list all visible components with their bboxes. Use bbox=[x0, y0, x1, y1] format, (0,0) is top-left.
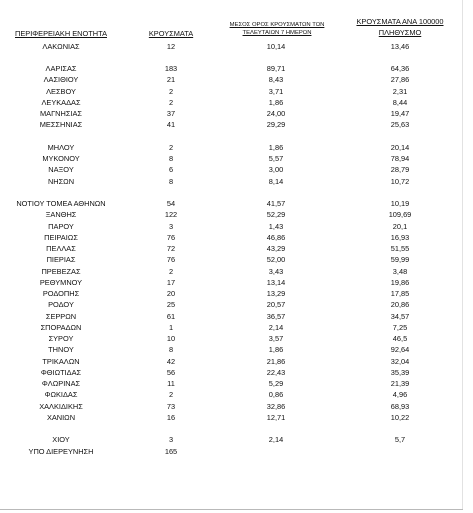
row-group bbox=[0, 142, 473, 187]
regional-unit-cell: ΝΑΞΟΥ bbox=[48, 165, 74, 175]
header-7day-average bbox=[217, 21, 337, 37]
header-regional-unit-label: ΠΕΡΙΦΕΡΕΙΑΚΗ ΕΝΟΤΗΤΑ bbox=[15, 29, 107, 38]
table-row bbox=[0, 209, 473, 220]
cases-cell: 8 bbox=[168, 176, 174, 186]
per-100k-cell: 59,99 bbox=[390, 255, 410, 265]
regional-unit-cell: ΣΠΟΡΑΔΩΝ bbox=[40, 322, 82, 332]
cases-cell: 2 bbox=[168, 97, 174, 107]
cases-cell: 41 bbox=[166, 120, 176, 130]
avg-7day-cell: 29,29 bbox=[266, 120, 286, 130]
regional-unit-cell: ΠΕΙΡΑΙΩΣ bbox=[44, 232, 78, 242]
row-group bbox=[0, 198, 473, 423]
table-row bbox=[0, 311, 473, 322]
per-100k-cell: 92,64 bbox=[390, 345, 410, 355]
header-cases bbox=[140, 29, 202, 39]
per-100k-cell: 8,44 bbox=[392, 97, 408, 107]
cases-cell: 16 bbox=[166, 412, 176, 422]
bottom-border bbox=[0, 509, 463, 510]
cases-cell: 56 bbox=[166, 367, 176, 377]
avg-7day-cell: 2,14 bbox=[268, 322, 284, 332]
table-row bbox=[0, 243, 473, 254]
regional-unit-cell: ΛΑΣΙΘΙΟΥ bbox=[43, 75, 79, 85]
avg-7day-cell: 21,86 bbox=[266, 356, 286, 366]
regional-unit-cell: ΜΥΚΟΝΟΥ bbox=[42, 154, 80, 163]
per-100k-cell: 10,22 bbox=[390, 412, 410, 422]
header-cases-per-100k bbox=[340, 16, 460, 38]
per-100k-cell: 51,55 bbox=[390, 244, 410, 253]
regional-unit-cell: ΤΗΝΟΥ bbox=[48, 345, 74, 355]
header-cases-label: ΚΡΟΥΣΜΑΤΑ bbox=[148, 29, 194, 38]
cases-cell: 21 bbox=[166, 75, 176, 85]
table-row bbox=[0, 288, 473, 299]
table-row bbox=[0, 322, 473, 333]
cases-cell: 8 bbox=[168, 345, 174, 355]
cases-cell: 10 bbox=[166, 334, 176, 343]
table-body bbox=[0, 41, 473, 469]
table-row bbox=[0, 412, 473, 423]
per-100k-cell: 5,7 bbox=[394, 435, 406, 445]
table-row bbox=[0, 401, 473, 412]
per-100k-cell: 35,39 bbox=[390, 367, 410, 377]
table-row bbox=[0, 142, 473, 153]
header-regional-unit bbox=[0, 29, 122, 39]
cases-cell: 165 bbox=[164, 446, 178, 456]
table-row bbox=[0, 119, 473, 130]
avg-7day-cell: 36,57 bbox=[266, 311, 286, 321]
per-100k-cell: 3,48 bbox=[392, 266, 408, 276]
avg-7day-cell: 46,86 bbox=[266, 232, 286, 242]
per-100k-cell: 109,69 bbox=[388, 210, 412, 220]
regional-unit-cell: ΧΙΟΥ bbox=[52, 435, 70, 445]
per-100k-cell: 21,39 bbox=[390, 379, 410, 388]
regional-unit-cell: ΠΡΕΒΕΖΑΣ bbox=[41, 266, 81, 276]
regional-unit-cell: ΠΕΛΛΑΣ bbox=[46, 244, 76, 253]
avg-7day-cell: 52,00 bbox=[266, 255, 286, 265]
per-100k-cell: 7,25 bbox=[392, 322, 408, 332]
cases-cell: 73 bbox=[166, 401, 176, 411]
regional-unit-cell: ΝΗΣΩΝ bbox=[47, 176, 75, 186]
regional-unit-cell: ΦΘΙΩΤΙΔΑΣ bbox=[40, 367, 82, 377]
table-row bbox=[0, 266, 473, 277]
table-row bbox=[0, 41, 473, 52]
table-row bbox=[0, 389, 473, 400]
per-100k-cell: 4,96 bbox=[392, 390, 408, 400]
per-100k-cell: 78,94 bbox=[390, 154, 410, 163]
regional-unit-cell: ΛΑΡΙΣΑΣ bbox=[45, 64, 77, 73]
table-row bbox=[0, 232, 473, 243]
avg-7day-cell: 52,29 bbox=[266, 210, 286, 220]
regional-unit-cell: ΣΕΡΡΩΝ bbox=[45, 311, 77, 321]
table-row bbox=[0, 86, 473, 97]
cases-cell: 76 bbox=[166, 255, 176, 265]
table-row bbox=[0, 356, 473, 367]
cases-cell: 42 bbox=[166, 356, 176, 366]
row-group bbox=[0, 41, 473, 52]
avg-7day-cell: 13,29 bbox=[266, 289, 286, 298]
table-row bbox=[0, 221, 473, 232]
avg-7day-cell: 5,29 bbox=[268, 379, 284, 388]
cases-cell: 72 bbox=[166, 244, 176, 253]
table-row bbox=[0, 277, 473, 288]
regional-unit-cell: ΝΟΤΙΟΥ ΤΟΜΕΑ ΑΘΗΝΩΝ bbox=[16, 199, 106, 208]
table-row bbox=[0, 108, 473, 119]
right-border bbox=[462, 0, 463, 510]
per-100k-cell: 10,19 bbox=[390, 199, 410, 208]
avg-7day-cell: 22,43 bbox=[266, 367, 286, 377]
avg-7day-cell: 5,57 bbox=[268, 154, 284, 163]
regional-unit-cell: ΛΑΚΩΝΙΑΣ bbox=[42, 41, 80, 51]
table-row bbox=[0, 299, 473, 310]
regional-unit-cell: ΛΕΥΚΑΔΑΣ bbox=[41, 97, 81, 107]
avg-7day-cell: 43,29 bbox=[266, 244, 286, 253]
avg-7day-cell: 2,14 bbox=[268, 435, 284, 445]
avg-7day-cell: 1,86 bbox=[268, 345, 284, 355]
cases-cell: 37 bbox=[166, 109, 176, 118]
per-100k-cell: 17,85 bbox=[390, 289, 410, 298]
table-row bbox=[0, 333, 473, 344]
cases-cell: 2 bbox=[168, 86, 174, 96]
table-row bbox=[0, 153, 473, 164]
avg-7day-cell: 13,14 bbox=[266, 277, 286, 287]
avg-7day-cell: 8,14 bbox=[268, 176, 284, 186]
table-row bbox=[0, 446, 473, 457]
regional-unit-cell: ΥΠΟ ΔΙΕΡΕΥΝΗΣΗ bbox=[28, 446, 94, 456]
table-row bbox=[0, 254, 473, 265]
cases-cell: 2 bbox=[168, 142, 174, 152]
regional-unit-cell: ΡΕΘΥΜΝΟΥ bbox=[39, 277, 83, 287]
avg-7day-cell: 3,43 bbox=[268, 266, 284, 276]
per-100k-cell: 20,1 bbox=[392, 221, 408, 231]
cases-cell: 20 bbox=[166, 289, 176, 298]
per-100k-cell: 64,36 bbox=[390, 64, 410, 73]
avg-7day-cell: 1,86 bbox=[268, 97, 284, 107]
regional-unit-cell: ΣΥΡΟΥ bbox=[48, 334, 74, 343]
row-group bbox=[0, 63, 473, 131]
regional-unit-cell: ΦΩΚΙΔΑΣ bbox=[44, 390, 78, 400]
avg-7day-cell: 0,86 bbox=[268, 390, 284, 400]
avg-7day-cell: 20,57 bbox=[266, 300, 286, 310]
per-100k-cell: 28,79 bbox=[390, 165, 410, 175]
header-7day-average-line1: ΜΕΣΟΣ ΟΡΟΣ ΚΡΟΥΣΜΑΤΩΝ ΤΩΝ bbox=[229, 22, 325, 28]
avg-7day-cell: 89,71 bbox=[266, 64, 286, 73]
cases-cell: 3 bbox=[168, 221, 174, 231]
cases-cell: 1 bbox=[168, 322, 174, 332]
header-cases-per-100k-line1: ΚΡΟΥΣΜΑΤΑ ΑΝΑ 100000 bbox=[356, 16, 444, 26]
header-7day-average-line2: ΤΕΛΕΥΤΑΙΩΝ 7 ΗΜΕΡΩΝ bbox=[242, 30, 312, 36]
per-100k-cell: 2,31 bbox=[392, 86, 408, 96]
avg-7day-cell: 1,86 bbox=[268, 142, 284, 152]
cases-cell: 183 bbox=[164, 64, 178, 73]
table-row bbox=[0, 74, 473, 85]
avg-7day-cell: 1,43 bbox=[268, 221, 284, 231]
table-row bbox=[0, 97, 473, 108]
cases-cell: 3 bbox=[168, 435, 174, 445]
avg-7day-cell: 8,43 bbox=[268, 75, 284, 85]
table-row bbox=[0, 378, 473, 389]
regional-unit-cell: ΜΑΓΝΗΣΙΑΣ bbox=[40, 109, 82, 118]
avg-7day-cell: 3,71 bbox=[268, 86, 284, 96]
row-group bbox=[0, 434, 473, 457]
regional-unit-cell: ΡΟΔΟΠΗΣ bbox=[42, 289, 80, 298]
per-100k-cell: 10,72 bbox=[390, 176, 410, 186]
table-row bbox=[0, 434, 473, 445]
table-row bbox=[0, 367, 473, 378]
table-row bbox=[0, 344, 473, 355]
regional-unit-cell: ΦΛΩΡΙΝΑΣ bbox=[41, 379, 81, 388]
regional-unit-cell: ΤΡΙΚΑΛΩΝ bbox=[42, 356, 80, 366]
avg-7day-cell: 41,57 bbox=[266, 199, 286, 208]
regional-unit-cell: ΧΑΝΙΩΝ bbox=[46, 412, 76, 422]
per-100k-cell: 20,86 bbox=[390, 300, 410, 310]
per-100k-cell: 13,46 bbox=[390, 41, 410, 51]
cases-cell: 12 bbox=[166, 41, 176, 51]
table-row bbox=[0, 63, 473, 74]
regional-unit-cell: ΛΕΣΒΟΥ bbox=[46, 86, 76, 96]
table-row bbox=[0, 164, 473, 175]
cases-cell: 6 bbox=[168, 165, 174, 175]
cases-cell: 2 bbox=[168, 266, 174, 276]
regional-unit-cell: ΠΙΕΡΙΑΣ bbox=[46, 255, 76, 265]
avg-7day-cell: 12,71 bbox=[266, 412, 286, 422]
avg-7day-cell: 3,57 bbox=[268, 334, 284, 343]
per-100k-cell: 32,04 bbox=[390, 356, 410, 366]
header-cases-per-100k-line2: ΠΛΗΘΥΣΜΟ bbox=[378, 27, 422, 37]
avg-7day-cell: 24,00 bbox=[266, 109, 286, 118]
cases-cell: 25 bbox=[166, 300, 176, 310]
cases-cell: 76 bbox=[166, 232, 176, 242]
regional-unit-cell: ΡΟΔΟΥ bbox=[48, 300, 74, 310]
avg-7day-cell: 32,86 bbox=[266, 401, 286, 411]
per-100k-cell: 34,57 bbox=[390, 311, 410, 321]
avg-7day-cell: 10,14 bbox=[266, 41, 286, 51]
regional-unit-cell: ΧΑΛΚΙΔΙΚΗΣ bbox=[39, 401, 83, 411]
per-100k-cell: 20,14 bbox=[390, 142, 410, 152]
regional-unit-cell: ΞΑΝΘΗΣ bbox=[45, 210, 77, 220]
cases-cell: 61 bbox=[166, 311, 176, 321]
per-100k-cell: 46,5 bbox=[392, 334, 408, 343]
cases-cell: 2 bbox=[168, 390, 174, 400]
avg-7day-cell: 3,00 bbox=[268, 165, 284, 175]
regional-unit-cell: ΜΗΛΟΥ bbox=[47, 142, 75, 152]
cases-cell: 17 bbox=[166, 277, 176, 287]
per-100k-cell: 19,47 bbox=[390, 109, 410, 118]
table-row bbox=[0, 198, 473, 209]
cases-cell: 122 bbox=[164, 210, 178, 220]
regional-unit-cell: ΜΕΣΣΗΝΙΑΣ bbox=[39, 120, 83, 130]
cases-cell: 8 bbox=[168, 154, 174, 163]
per-100k-cell: 16,93 bbox=[390, 232, 410, 242]
cases-cell: 54 bbox=[166, 199, 176, 208]
table-row bbox=[0, 176, 473, 187]
per-100k-cell: 27,86 bbox=[390, 75, 410, 85]
per-100k-cell: 25,63 bbox=[390, 120, 410, 130]
per-100k-cell: 68,93 bbox=[390, 401, 410, 411]
cases-cell: 11 bbox=[167, 379, 175, 388]
regional-unit-cell: ΠΑΡΟΥ bbox=[48, 221, 74, 231]
per-100k-cell: 19,86 bbox=[390, 277, 410, 287]
